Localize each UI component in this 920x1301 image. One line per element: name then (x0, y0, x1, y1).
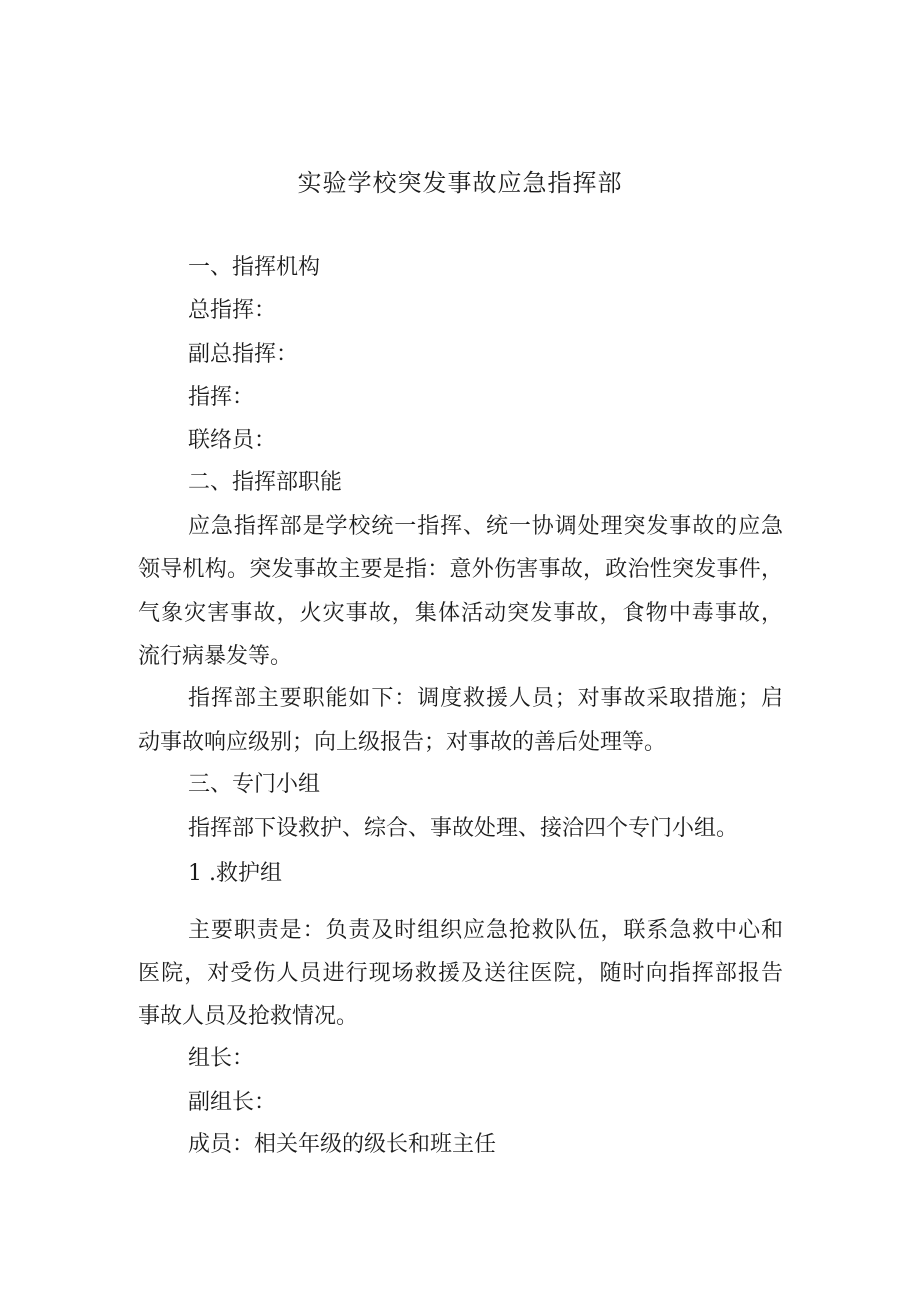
paragraph-line: 指挥部主要职能如下：调度救援人员；对事故采取措施；启 (188, 686, 783, 711)
section2-heading: 二、指挥部职能 (188, 470, 343, 495)
role-liaison: 联络员： (188, 428, 277, 453)
paragraph-line: 事故人员及抢救情况。 (138, 1004, 359, 1029)
paragraph-line: 应急指挥部是学校统一指挥、统一协调处理突发事故的应急 (188, 514, 783, 539)
paragraph-line: 动事故响应级别；向上级报告；对事故的善后处理等。 (138, 730, 667, 755)
paragraph-line: 主要职责是：负责及时组织应急抢救队伍，联系急救中心和 (188, 918, 783, 943)
paragraph-line: 气象灾害事故，火灾事故，集体活动突发事故，食物中毒事故， (138, 601, 783, 626)
paragraph-line: 医院，对受伤人员进行现场救援及送往医院，随时向指挥部报告 (138, 961, 783, 986)
role-commander: 指挥： (188, 385, 255, 410)
group1-deputy-leader: 副组长： (188, 1090, 277, 1115)
group1-heading: 1 .救护组 (188, 861, 282, 886)
section3-heading: 三、专门小组 (188, 772, 321, 797)
paragraph-line: 流行病暴发等。 (138, 644, 293, 669)
group1-leader: 组长： (188, 1046, 255, 1071)
section3-intro: 指挥部下设救护、综合、事故处理、接洽四个专门小组。 (188, 816, 739, 841)
section1-heading: 一、指挥机构 (188, 255, 321, 280)
document-title: 实验学校突发事故应急指挥部 (297, 169, 623, 197)
role-deputy-commander: 副总指挥： (188, 342, 299, 367)
paragraph-line: 领导机构。突发事故主要是指：意外伤害事故，政治性突发事件， (138, 557, 783, 582)
role-chief-commander: 总指挥： (188, 298, 277, 323)
group1-members: 成员：相关年级的级长和班主任 (188, 1132, 497, 1157)
